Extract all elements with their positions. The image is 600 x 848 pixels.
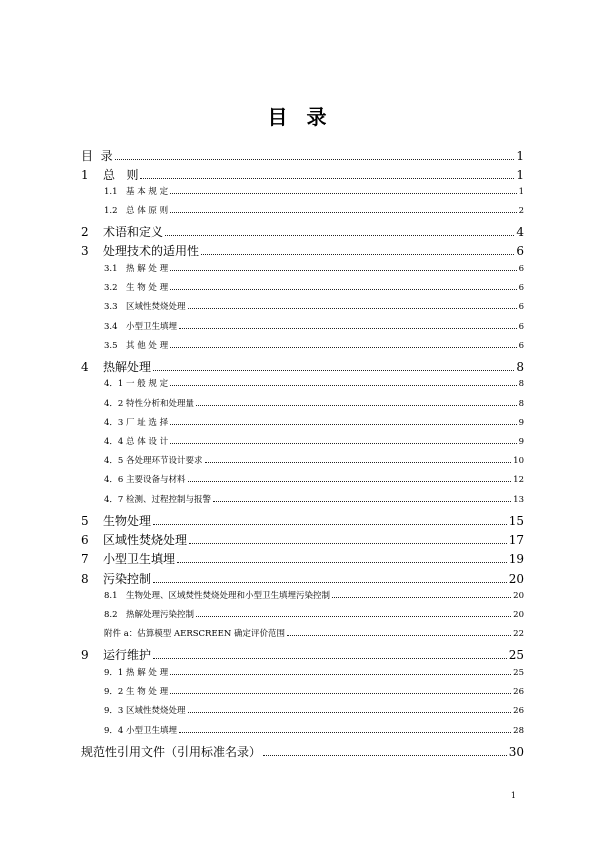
toc-leader-dots [170,687,511,694]
toc-entry-text: 生物处理、区域焚性焚烧处理和小型卫生填埋污染控制 [126,591,331,601]
toc-entry-number: 8.1 [104,591,118,601]
toc-entry[interactable] [81,570,524,586]
toc-entry-text: 热解处理污染控制 [126,610,195,620]
toc-leader-dots [213,495,511,502]
toc-leader-dots [153,516,507,525]
toc-entry-number: 1.2 [104,206,118,216]
toc-entry-text: 规范性引用文件（引用标准名录） [81,745,262,759]
toc-entry-page: 25 [513,668,524,678]
toc-entry-text: 附件 a：估算模型 AERSCREEN 确定评价范围 [104,629,285,639]
toc-leader-dots [170,283,516,290]
toc-entry-text: 小型卫生填埋 [103,552,176,566]
toc-entry-page: 8 [518,399,524,409]
toc-entry-text: 主要设备与材料 [126,475,186,485]
toc-entry-text: 区域性焚烧处理 [126,706,186,716]
toc-leader-dots [179,322,517,329]
toc-entry-text: 生 物 处 理 [126,283,169,293]
toc-entry-page: 10 [513,456,524,466]
toc-entry-text: 基 本 规 定 [126,187,169,197]
toc-entry[interactable] [104,493,524,505]
toc-entry-number: 6 [81,533,89,547]
toc-entry-page: 1 [516,149,524,163]
toc-entry-number: 4．1 [104,379,124,389]
toc-entry[interactable] [104,416,524,428]
toc-entry-number: 4．3 [104,418,124,428]
toc-leader-dots [170,206,516,213]
toc-entry-page: 1 [516,168,524,182]
toc-entry-text: 一 般 规 定 [126,379,169,389]
toc-entry-number: 3.4 [104,322,118,332]
toc-entry[interactable] [104,262,524,274]
toc-leader-dots [189,535,507,544]
toc-entry[interactable] [104,281,524,293]
toc-entry-page: 20 [513,610,524,620]
toc-entry[interactable] [104,320,524,332]
toc-entry-page: 26 [513,687,524,697]
toc-leader-dots [170,341,516,348]
toc-entry-page: 15 [508,514,524,528]
toc-entry[interactable] [104,339,524,351]
toc-entry-page: 13 [513,495,524,505]
toc-entry-page: 2 [518,206,524,216]
toc-entry[interactable] [81,512,524,528]
toc-entry[interactable] [104,435,524,447]
toc-entry-page: 25 [508,648,524,662]
toc-entry[interactable] [81,550,524,566]
toc-entry[interactable] [104,724,524,736]
toc-leader-dots [170,418,516,425]
toc-entry-text: 检测、过程控制与报警 [126,495,212,505]
toc-entry-text: 热解处理 [103,360,152,374]
toc-leader-dots [153,650,507,659]
toc-entry-number: 3.3 [104,302,118,312]
toc-entry-number: 4．2 [104,399,124,409]
toc-entry[interactable] [104,300,524,312]
toc-leader-dots [196,399,517,406]
toc-entry-text: 生 物 处 理 [126,687,169,697]
toc-entry-text: 运行维护 [103,648,152,662]
toc-entry-text: 小型卫生填埋 [126,726,178,736]
toc-entry[interactable] [104,608,524,620]
toc-entry[interactable] [104,704,524,716]
toc-entry-number: 9．4 [104,726,124,736]
toc-entry-text: 厂 址 选 择 [126,418,169,428]
toc-leader-dots [170,379,516,386]
toc-leader-dots [188,302,517,309]
toc-entry-number: 9．2 [104,687,124,697]
toc-leader-dots [170,264,516,271]
toc-entry-text: 总 则 [103,168,139,182]
toc-entry-text: 总 体 设 计 [126,437,169,447]
toc-entry-page: 17 [508,533,524,547]
toc-entry-page: 20 [513,591,524,601]
toc-entry-number: 1.1 [104,187,118,197]
toc-entry-page: 6 [518,283,524,293]
toc-entry[interactable] [81,223,524,239]
toc-entry-page: 28 [513,726,524,736]
toc-entry-text: 热 解 处 理 [126,264,169,274]
toc-entry-page: 6 [516,244,524,258]
toc-entry-page: 8 [518,379,524,389]
toc-entry[interactable] [81,147,524,163]
toc-entry-page: 6 [518,264,524,274]
toc-entry[interactable] [104,454,524,466]
toc-entry-number: 8.2 [104,610,118,620]
toc-entry[interactable] [104,204,524,216]
toc-entry[interactable] [81,358,524,374]
toc-leader-dots [165,227,514,236]
toc-entry[interactable] [104,473,524,485]
toc-entry-page: 19 [508,552,524,566]
toc-entry-page: 9 [518,418,524,428]
toc-entry-text: 特性分析和处理量 [126,399,195,409]
toc-leader-dots [170,668,511,675]
toc-entry[interactable] [81,242,524,258]
toc-entry-page: 6 [518,341,524,351]
toc-entry[interactable] [81,743,524,759]
toc-entry-text: 各处理环节设计要求 [126,456,203,466]
toc-entry-number: 4．4 [104,437,124,447]
toc-entry-text: 处理技术的适用性 [103,244,200,258]
toc-entry[interactable] [104,666,524,678]
toc-leader-dots [179,726,511,733]
toc-leader-dots [188,706,512,713]
toc-entry-text: 目 录 [81,149,113,163]
toc-entry-page: 1 [518,187,524,197]
toc-entry-page: 9 [518,437,524,447]
toc-leader-dots [170,437,516,444]
toc-leader-dots [201,246,514,255]
toc-entry-number: 3.5 [104,341,118,351]
toc-entry-page: 22 [513,629,524,639]
toc-entry-number: 5 [81,514,89,528]
toc-entry-page: 12 [513,475,524,485]
toc-entry-text: 总 体 原 则 [126,206,169,216]
toc-entry[interactable] [104,627,524,639]
toc-entry-page: 6 [518,322,524,332]
toc-entry-page: 8 [516,360,524,374]
toc-leader-dots [115,151,515,160]
toc-entry-number: 4．6 [104,475,124,485]
toc-entry-text: 区域性焚烧处理 [103,533,188,547]
toc-entry-number: 7 [81,552,89,566]
toc-leader-dots [263,747,507,756]
toc-entry-text: 其 他 处 理 [126,341,169,351]
toc-entry-text: 区域性焚烧处理 [126,302,186,312]
toc-leader-dots [140,170,514,179]
toc-entry-page: 30 [508,745,524,759]
toc-entry[interactable] [104,377,524,389]
toc-entry-page: 4 [516,225,524,239]
page-number: 1 [510,791,516,800]
toc-entry-page: 20 [508,572,524,586]
toc-entry-text: 生物处理 [103,514,152,528]
toc-entry[interactable] [104,685,524,697]
toc-entry-number: 1 [81,168,89,182]
toc-leader-dots [153,574,507,583]
toc-entry[interactable] [104,397,524,409]
toc-entry-number: 9．1 [104,668,124,678]
toc-entry-text: 热 解 处 理 [126,668,169,678]
toc-entry[interactable] [104,185,524,197]
toc-entry-number: 4．5 [104,456,124,466]
toc-entry-number: 2 [81,225,89,239]
toc-entry-text: 术语和定义 [103,225,164,239]
toc-entry-number: 4 [81,360,89,374]
toc-title: 目 录 [267,105,333,129]
toc-entry[interactable] [81,646,524,662]
toc-entry-text: 小型卫生填埋 [126,322,178,332]
toc-entry-number: 3.1 [104,264,118,274]
toc-entry-number: 3.2 [104,283,118,293]
toc-entry-page: 26 [513,706,524,716]
toc-leader-dots [188,475,512,482]
toc-entry-number: 3 [81,244,89,258]
toc-leader-dots [177,554,507,563]
toc-entry-number: 9 [81,648,89,662]
toc-entry-number: 8 [81,572,89,586]
toc-entry[interactable] [81,531,524,547]
toc-entry-number: 4．7 [104,495,124,505]
toc-leader-dots [205,456,512,463]
toc-entry[interactable] [81,166,524,182]
toc-leader-dots [196,610,511,617]
toc-entry-number: 9．3 [104,706,124,716]
toc-entry[interactable] [104,589,524,601]
toc-leader-dots [287,629,511,636]
toc-entry-text: 污染控制 [103,572,152,586]
toc-leader-dots [170,187,516,194]
toc-entry-page: 6 [518,302,524,312]
toc-leader-dots [153,362,514,371]
toc-leader-dots [332,591,511,598]
